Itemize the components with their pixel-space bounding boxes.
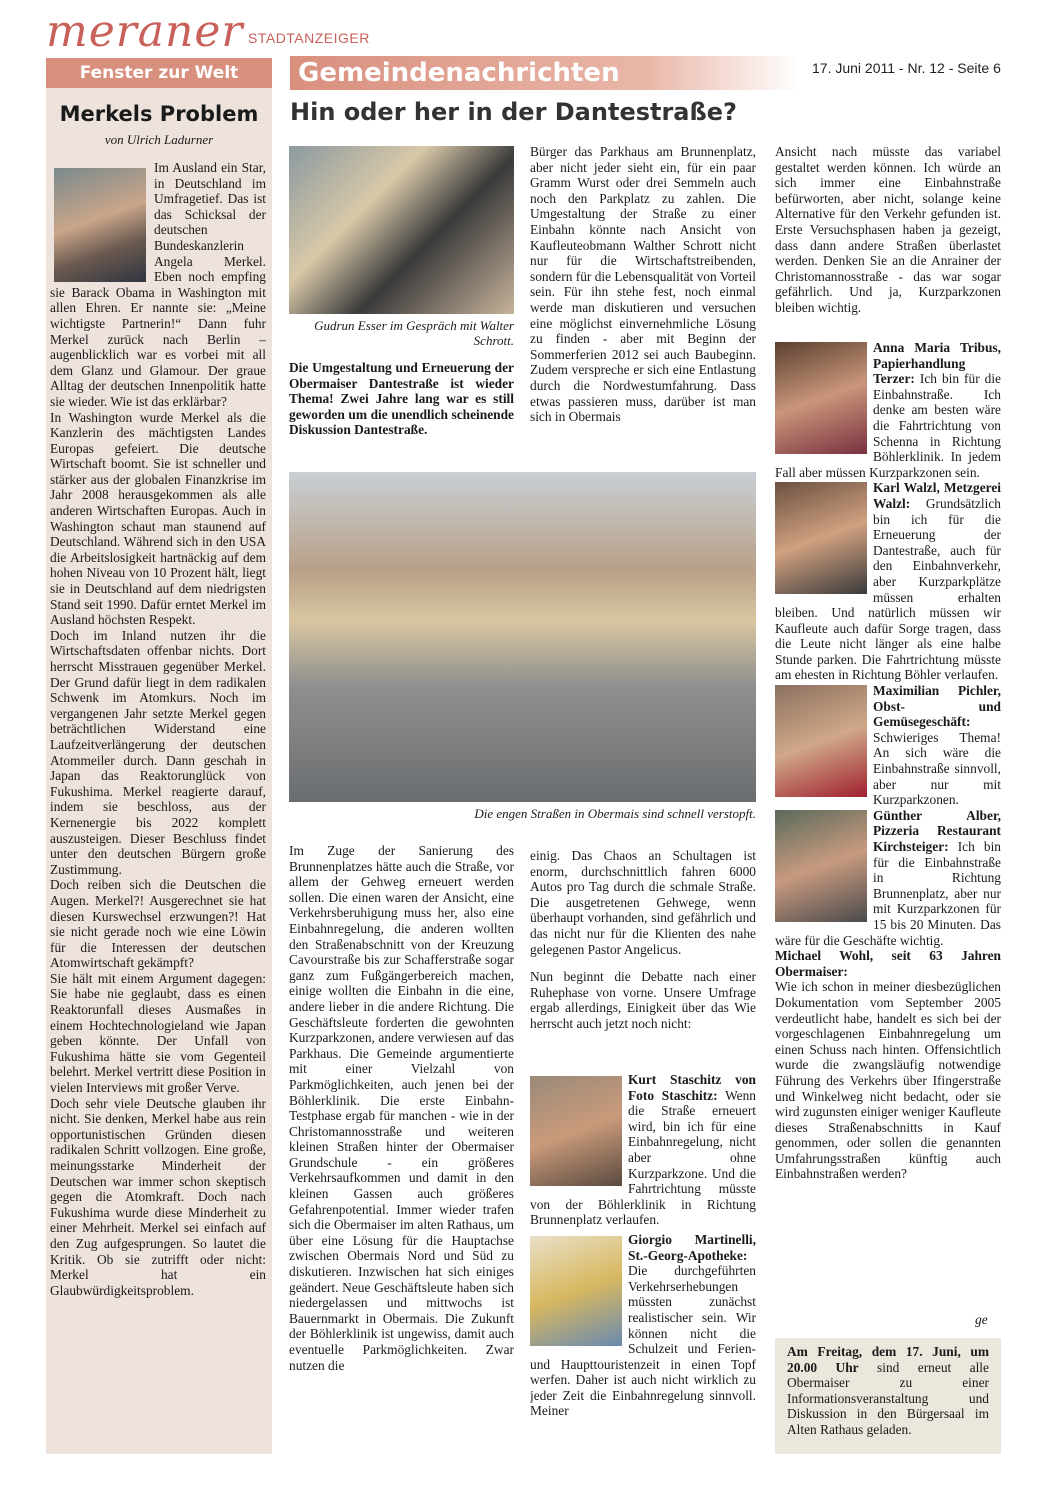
- staschitz-photo: [530, 1076, 622, 1186]
- quote-name: Michael Wohl, seit 63 Jahren Obermaiser:: [775, 948, 1001, 979]
- article-intro: Die Umgestaltung und Erneuerung der Obermaiser Dantestraße ist wieder Thema! Zwei Jahre lang war es still geworden um die unendlich scheinende Diskussion Dantestraße.: [289, 360, 514, 438]
- quote-text: Ich bin für die Einbahnstraße. Ich denke am besten wäre die Fahrtrichtung von Schenna in Richtung Böhlerklinik. In jedem Fall aber müssen Kurzparkzonen sein.: [775, 371, 1001, 480]
- quote-text: Die durchgeführten Verkehrserhebungen müssten zunächst realistischer sein. Wir können nicht die Schulzeit und Ferien- und Haupttouristenzeit in einen Topf werfen. Daher ist auch nicht wirklich zu jeder Zeit die Einbahnregelung sinnvoll. Meiner: [530, 1263, 756, 1419]
- quote-text: Grundsätzlich bin ich für die Erneuerung der Dantestraße, auch für den Einbahnverkehr, aber Kurzparkplätze müssen erhalten bleiben. Und natürlich müssen wir Kaufleute auch dafür Sorge tragen, dass die Leute nicht länger als eine halbe Stunde parken. Die Fahrtrichtung müsste am ehesten in Richtung Böhler verlaufen.: [775, 495, 1001, 683]
- article-paragraph: Nun beginnt die Debatte nach einer Ruhephase von vorne. Unsere Umfrage ergab allerdings, Einigkeit über das Wie herrscht auch jetzt noch nicht:: [530, 969, 756, 1031]
- left-paragraph: Im Ausland ein Star, in Deutschland im Umfragetief. Das ist das Schicksal der deutschen Bundeskanzlerin Angela Merkel. Eben noch empfing sie Barack Obama in Washington mit allen Ehren. Er nannte sie: „Meine wichtigste Partnerin!“ Dann fuhr Merkel zurück nach Berlin – augenblicklich war es vorbei mit all dem Glanz und Glamour. Der graue Alltag der deutschen Innenpolitik hatte sie wieder. Wie ist das erklärbar?: [50, 160, 266, 409]
- interview-photo: [289, 146, 514, 314]
- article-paragraph: einig. Das Chaos an Schultagen ist enorm, durchschnittlich fahren 6000 Autos pro Tag durch die schmale Straße. Die ausgetretenen Gehwege, wenn überhaupt vorhanden, sind gefährlich und das nicht nur für die Klienten des nahe gelegenen Pastor Angelicus.: [530, 848, 756, 957]
- author-photo: [54, 168, 146, 282]
- author-signature: ge: [975, 1312, 988, 1327]
- alber-photo: [775, 810, 867, 922]
- left-paragraph: In Washington wurde Merkel als die Kanzlerin des mächtigsten Landes Europas gefeiert. Die deutsche Wirtschaft boomt. Sie ist schneller und stärker aus der globalen Finanzkrise im Jahr 2008 herausgekommen als alle anderen Wirtschaften Europas. Auch in Washington schaut man staunend auf Deutschland. Während sich in den USA die Arbeitslosigkeit hartnäckig auf dem hohen Niveau von 10 Prozent hält, liegt sie in Deutschland auf dem niedrigsten Stand seit 1990. Dafür erntet Merkel im Ausland höchsten Respekt.: [50, 409, 266, 628]
- quote-text: Wie ich schon in meiner diesbezüglichen Dokumentation vom September 2005 verdeutlicht habe, handelt es sich bei der vorgeschlagenen Einbahnregelung um einen Schuss nach hinten. Offensichtlich wurde die zwangsläufig notwendige Führung des Verkehrs über Ifingerstraße und Winkelweg nicht bedacht, oder sie wird zugunsten einiger weniger Kaufleute dieses Straßenabschnitts in Kauf genommen, oder sollen die genannten Umfahrungsstraßen künftig auch Einbahnstraßen werden?: [775, 979, 1001, 1182]
- masthead-subtitle: STADTANZEIGER: [248, 30, 370, 46]
- quote-name: Günther Alber, Pizzeria Restaurant Kirchsteiger:: [873, 807, 1001, 854]
- article-column-c: Im Zuge der Sanierung des Brunnenplatzes hätte auch die Straße, vor allem der Gehweg erneuert werden sollen. Die einen waren der Ansicht, eine Verkehrsberuhigung muss her, also eine Einbahnregelung, die anderen wollten den Straßenabschnitt von der Kreuzung Cavourstraße bis zur Schafferstraße sogar ganz zum Fußgängerbereich machen, einige wollten die Einbahn in die eine, andere lieber in die andere Richtung. Die Geschäftsleute forderten die gewohnten Kurzparkzonen, andere verwiesen auf das Parkhaus. Die Gemeinde argumentierte mit einer Vielzahl von Parkmöglichkeiten, auch jenen bei der Böhlerklinik. Die erste Einbahn-Testphase ergab für manchen - wie in der Christomannosstraße und weiteren kleinen Straßen hinter der Obermaiser Grundschule - ein größeres Verkehrsaufkommen und damit in den kleinen Gassen auch größeres Gefahrenpotential. Immer wieder trafen sich die Obermaiser im alten Rathaus, um über eine Lösung für die Hauptachse zwischen Obermais Nord und Süd zu diskutieren. Inzwischen hat sich einiges geändert. Neue Geschäftsleute haben sich niedergelassen und mittwochs ist Bauernmarkt in Obermais. Die Zukunft der Böhlerklinik ist ungewiss, damit auch eventuelle Parkmöglichkeiten. Zwar nutzen die: [289, 843, 514, 1373]
- quote-text: Ich bin für die Einbahnstraße in Richtung Brunnenplatz, aber nur mit Kurzparkzonen für 15 bis 20 Minuten. Das wäre für die Geschäfte wichtig.: [775, 839, 1001, 948]
- quote-name: Kurt Staschitz von Foto Staschitz:: [628, 1072, 756, 1103]
- street-photo: [289, 472, 756, 802]
- article-column-d: [530, 848, 756, 1058]
- tribus-photo: [775, 342, 867, 454]
- left-paragraph: Doch sehr viele Deutsche glauben ihr nicht. Sie denken, Merkel habe aus rein opportunistischen Gründen diesen radikalen Schritt vollzogen. Eine große, meinungsstarke Minderheit der Deutschen war immer schon skeptisch gegen die Atomkraft. Doch nach Fukushima wurde diese Minderheit zu einer Mehrheit. Merkel sei einfach auf den Zug aufgesprungen. So lautet die Kritik. Ob sie zutrifft oder nicht: Merkel hat ein Glaubwürdigkeitsproblem.: [50, 1095, 266, 1298]
- quote-name: Karl Walzl, Metzgerei Walzl:: [873, 480, 1001, 511]
- quote-text: Schwieriges Thema! An sich wäre die Einbahnstraße sinnvoll, aber nur mit Kurzparkzonen.: [873, 729, 1001, 808]
- quote-name: Anna Maria Tribus, Papierhandlung Terzer:: [873, 340, 1001, 387]
- article-column-b: Ansicht nach müsste das variabel gestaltet werden können. Ich würde an sich immer eine Einbahnstraße befürworten, aber nicht, solange keine Alternative für den Verkehr gefunden ist. Erste Versuchsphasen haben ja gezeigt, dass dann andere Straßen überlastet werden. Denken Sie an die Anrainer der Christomannosstraße - das war sogar gefährlich. Und ja, Kurzparkzonen bleiben wichtig.: [775, 144, 1001, 315]
- event-notice-date: Am Freitag, dem 17. Juni, um 20.00 Uhr: [787, 1344, 989, 1375]
- left-paragraph: Doch reiben sich die Deutschen die Augen. Merkel?! Ausgerechnet sie hat diesen Kurswechsel erzwungen?! Hat sie nicht gerade noch wie eine Löwin für die Interessen der deutschen Atomwirtschaft gekämpft?: [50, 877, 266, 971]
- issue-date: 17. Juni 2011 - Nr. 12 - Seite 6: [812, 60, 1001, 76]
- pichler-photo: [775, 685, 867, 797]
- quotes-column-middle: [530, 1072, 756, 1457]
- quotes-column-right: [775, 340, 1001, 1340]
- article-column-a: Bürger das Parkhaus am Brunnenplatz, aber nicht jeder sieht ein, für ein paar Gramm Wurst oder drei Semmeln auch noch den Parkplatz zu zahlen. Die Umgestaltung der Straße zu einer Einbahn könnte nach Ansicht von Kaufleuteobmann Walther Schrott nicht nur für die Wirtschaftstreibenden, sondern für die Lebensqualität von Vorteil sein. Für ihn stehe fest, noch einmal werde man diskutieren und versuchen eine möglichst einvernehmliche Lösung zu finden - aber mit Beginn der Sommerferien 2012 sei auch Baubeginn. Zudem verspreche er sich eine Entlastung durch die Nordwestumfahrung. Dass etwas passieren muss, darüber ist man sich in Obermais: [530, 144, 756, 425]
- interview-photo-caption: Gudrun Esser im Gespräch mit Walter Schrott.: [314, 318, 514, 348]
- left-paragraph: Sie hält mit einem Argument dagegen: Sie habe nie geglaubt, dass es einen Reaktorunfall dieses Ausmaßes in einem Hochtechnologieland wie Japan geben könnte. Der Unfall von Fukushima hätte sie vom Gegenteil belehrt. Merkel vertritt diese Position in vielen Interviews mit großer Verve.: [50, 970, 266, 1096]
- main-section-header: Gemeindenachrichten: [290, 56, 800, 90]
- quote-name: Giorgio Martinelli, St.-Georg-Apotheke:: [628, 1231, 756, 1263]
- left-article-title: Merkels Problem: [59, 102, 259, 126]
- left-paragraph: Doch im Inland nutzen ihr die Wirtschaftsdaten offenbar nichts. Dort herrscht Misstrauen gegenüber Merkel. Der Grund dafür liegt in dem radikalen Schwenk im Atomkurs. Noch im vergangenen Jahr setzte Merkel gegen beträchtlichen Widerstand eine Laufzeitverlängerung der deutschen Atommeiler durch. Dann geschah in Japan das Reaktorunglück von Fukushima. Merkel reagierte darauf, indem sie beschloss, aus der Kernenergie bis 2022 komplett auszusteigen. Dieser Beschluss findet unter den deutschen Bürgern große Zustimmung.: [50, 627, 266, 877]
- left-article-body: [50, 160, 266, 1450]
- quote-name: Maximilian Pichler, Obst- und Gemüsegeschäft:: [873, 683, 1001, 730]
- left-article-author: von Ulrich Ladurner: [104, 132, 214, 147]
- pharmacy-photo: [530, 1236, 622, 1346]
- left-section-header: Fenster zur Welt: [46, 58, 272, 88]
- quote-text: Wenn die Straße erneuert wird, bin ich für eine Einbahnregelung, nicht aber ohne Kurzparkzone. Und die Fahrtrichtung müsste von der Böhlerklinik in Richtung Brunnenplatz verlaufen.: [530, 1087, 756, 1228]
- walzl-photo: [775, 482, 867, 594]
- event-notice-text: sind erneut alle Obermaiser zu einer Informationsveranstaltung und Diskussion in den Bürgersaal im Alten Rathaus geladen.: [787, 1359, 989, 1437]
- main-headline: Hin oder her in der Dantestraße?: [290, 98, 737, 126]
- event-notice-box: [775, 1338, 1001, 1454]
- masthead-logo: meraner: [46, 6, 244, 57]
- street-photo-caption: Die engen Straßen in Obermais sind schnell verstopft.: [474, 806, 756, 821]
